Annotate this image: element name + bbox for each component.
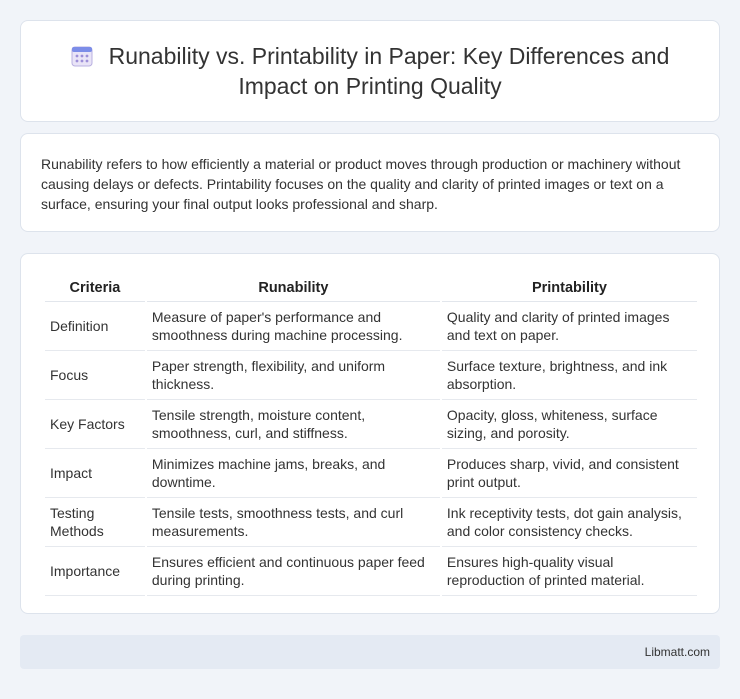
header-printability: Printability <box>442 274 697 302</box>
cell-criteria: Definition <box>45 302 145 351</box>
cell-runability: Minimizes machine jams, breaks, and downtime. <box>147 449 440 498</box>
intro-card <box>20 133 720 232</box>
cell-runability: Tensile tests, smoothness tests, and curl measurements. <box>147 498 440 547</box>
cell-printability: Opacity, gloss, whiteness, surface sizing, and porosity. <box>442 400 697 449</box>
page-title-text: Runability vs. Printability in Paper: Key Differences and Impact on Printing Quality <box>108 43 670 99</box>
table-row <box>45 351 697 400</box>
cell-criteria: Key Factors <box>45 400 145 449</box>
header-card <box>20 20 720 122</box>
comparison-card <box>20 253 720 614</box>
cell-criteria: Importance <box>45 547 145 596</box>
cell-runability: Tensile strength, moisture content, smoothness, curl, and stiffness. <box>147 400 440 449</box>
table-row <box>45 498 697 547</box>
table-row <box>45 400 697 449</box>
intro-paragraph: Runability refers to how efficiently a material or product moves through production or machinery without causing delays or defects. Printability focuses on the quality and clarity of printed images or text on a surface, ensuring your final output looks professional and sharp. <box>41 156 681 212</box>
table-row <box>45 547 697 596</box>
title-wrap <box>50 41 690 101</box>
cell-printability: Produces sharp, vivid, and consistent print output. <box>442 449 697 498</box>
table-row <box>45 302 697 351</box>
header-criteria: Criteria <box>45 274 145 302</box>
footer-brand[interactable]: Libmatt.com <box>644 645 710 659</box>
footer <box>20 635 720 669</box>
header-runability: Runability <box>147 274 440 302</box>
cell-printability: Ink receptivity tests, dot gain analysis, and color consistency checks. <box>442 498 697 547</box>
table-header-row <box>45 274 697 302</box>
cell-runability: Measure of paper's performance and smoothness during machine processing. <box>147 302 440 351</box>
comparison-table <box>43 274 699 596</box>
cell-runability: Paper strength, flexibility, and uniform thickness. <box>147 351 440 400</box>
calendar-grid-icon <box>71 44 93 66</box>
cell-printability: Surface texture, brightness, and ink absorption. <box>442 351 697 400</box>
cell-printability: Quality and clarity of printed images and text on paper. <box>442 302 697 351</box>
cell-runability: Ensures efficient and continuous paper feed during printing. <box>147 547 440 596</box>
page-title <box>50 41 690 101</box>
cell-printability: Ensures high-quality visual reproduction of printed material. <box>442 547 697 596</box>
cell-criteria: Focus <box>45 351 145 400</box>
cell-criteria: Impact <box>45 449 145 498</box>
table-row <box>45 449 697 498</box>
cell-criteria: Testing Methods <box>45 498 145 547</box>
